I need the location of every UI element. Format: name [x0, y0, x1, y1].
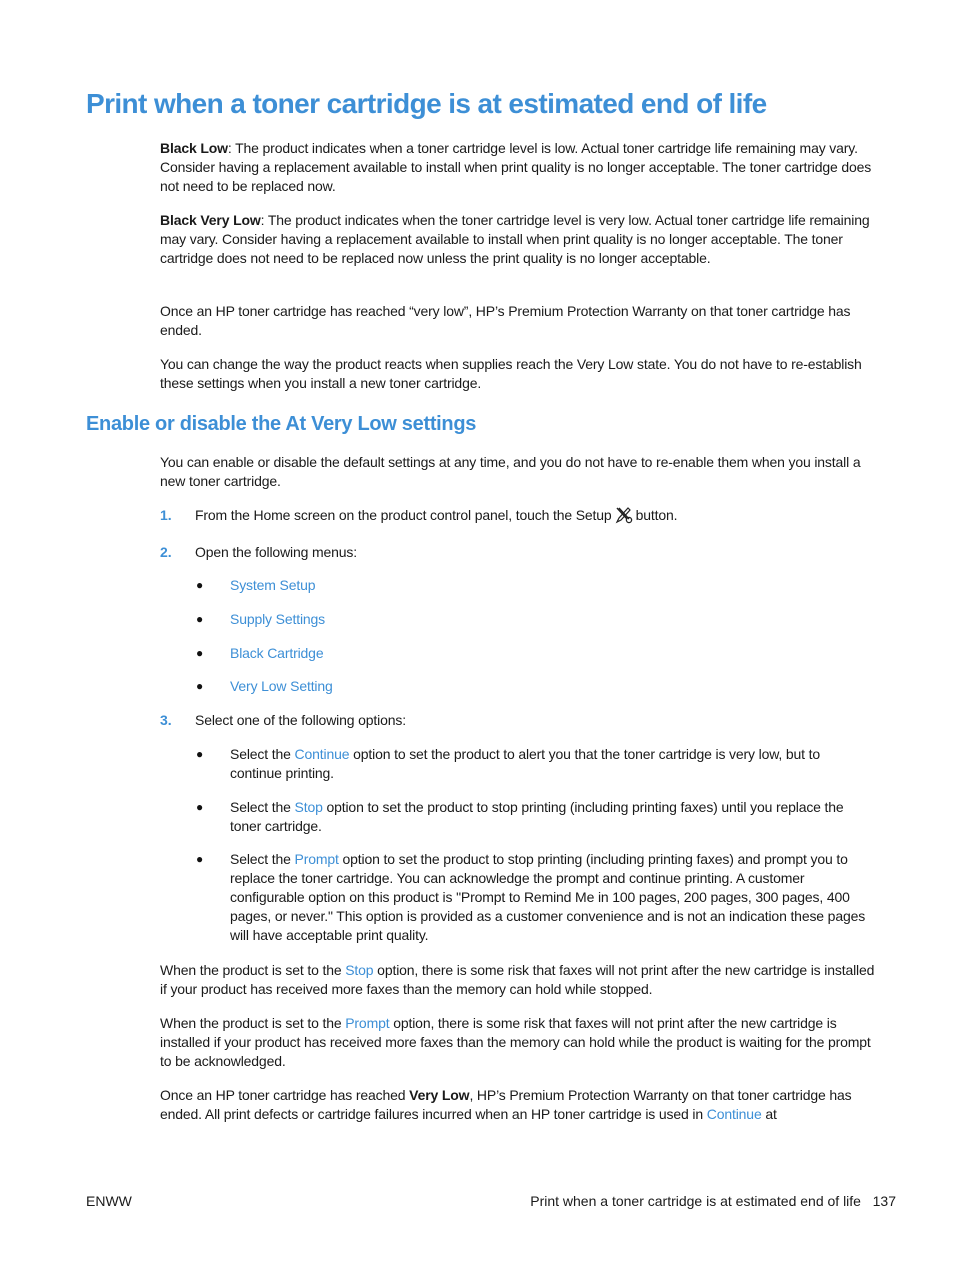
step-1-text: [195, 506, 677, 525]
note-text: When the product is set to the: [160, 962, 346, 978]
black-low-paragraph: [160, 139, 880, 196]
option-text: option to set the product to stop printing (including printing faxes) and prompt you to replace the toner cartridge. You can acknowledge the prompt and continue printing. A customer configurable option on this product is "Prompt to Remind Me in 100 pages, 200 pages, 300 pages, 400 pages, or never." This option is provided as a customer convenience and is not an indication these pages will have acceptable print quality.: [230, 851, 866, 943]
menu-link-supply-settings[interactable]: Supply Settings: [230, 611, 326, 627]
footer-left: ENWW: [86, 1193, 132, 1209]
continue-link[interactable]: Continue: [294, 746, 350, 762]
stop-note: [160, 961, 880, 999]
footer-right: [530, 1192, 896, 1211]
step-3-text: Select one of the following options:: [195, 712, 406, 728]
bullet-icon: ●: [196, 800, 204, 814]
menu-link-black-cartridge[interactable]: Black Cartridge: [230, 645, 324, 661]
change-paragraph: You can change the way the product reacts when supplies reach the Very Low state. You do not have to re-establish these settings when you install a new toner cartridge.: [160, 356, 862, 391]
page-title: Print when a toner cartridge is at estimated end of life: [86, 88, 767, 119]
bullet-icon: ●: [196, 852, 204, 866]
section-heading: Enable or disable the At Very Low settings: [86, 413, 477, 435]
menu-link-system-setup[interactable]: System Setup: [230, 577, 316, 593]
step-1-after: button.: [635, 507, 678, 523]
bullet-icon: ●: [196, 612, 204, 626]
bullet-icon: ●: [196, 747, 204, 761]
prompt-note: [160, 1014, 880, 1071]
step-2-number: 2.: [160, 544, 172, 560]
note-text: , HP’s Premium Protection Warranty on that toner cartridge has ended. All print defects or cartridge failures incurred when an HP toner cartridge is used in: [160, 1087, 852, 1122]
option-prompt: [230, 850, 875, 945]
black-very-low-label: Black Very Low: [160, 212, 261, 228]
option-stop: [230, 798, 875, 836]
continue-link[interactable]: Continue: [706, 1106, 762, 1122]
step-2-text: Open the following menus:: [195, 544, 358, 560]
option-text: Select the: [230, 746, 295, 762]
setup-tools-icon: [614, 506, 634, 524]
menu-link-very-low-setting[interactable]: Very Low Setting: [230, 678, 333, 694]
option-text: Select the: [230, 799, 295, 815]
page-number: 137: [872, 1193, 896, 1209]
black-low-text: : The product indicates when a toner cartridge level is low. Actual toner cartridge life remaining may vary. Consider having a replacement available to install when print quality is no longer acceptable. The toner cartridge does not need to be replaced now.: [160, 140, 872, 194]
bullet-icon: ●: [196, 646, 204, 660]
footer-title: Print when a toner cartridge is at estimated end of life: [530, 1193, 861, 1209]
black-very-low-paragraph: [160, 211, 880, 268]
note-text: option, there is some risk that faxes will not print after the new cartridge is installed if your product has received more faxes than the memory can hold while the product is waiting for the prompt to be acknowledged.: [160, 1015, 871, 1069]
step-1-before: From the Home screen on the product control panel, touch the Setup: [195, 507, 612, 523]
note-text: Once an HP toner cartridge has reached: [160, 1087, 410, 1103]
note-text: at: [761, 1106, 777, 1122]
option-continue: [230, 745, 875, 783]
final-note: [160, 1086, 880, 1124]
option-text: option to set the product to stop printing (including printing faxes) until you replace the toner cartridge.: [230, 799, 844, 834]
black-low-label: Black Low: [160, 140, 228, 156]
option-text: Select the: [230, 851, 295, 867]
note-text: option, there is some risk that faxes will not print after the new cartridge is installed if your product has received more faxes than the memory can hold while stopped.: [160, 962, 875, 997]
stop-link[interactable]: Stop: [345, 962, 374, 978]
warranty-paragraph: Once an HP toner cartridge has reached “very low”, HP’s Premium Protection Warranty on that toner cartridge has ended.: [160, 303, 851, 338]
note-text: When the product is set to the: [160, 1015, 346, 1031]
bullet-icon: ●: [196, 578, 204, 592]
prompt-link[interactable]: Prompt: [345, 1015, 390, 1031]
step-1-number: 1.: [160, 507, 172, 523]
section-intro: You can enable or disable the default settings at any time, and you do not have to re-enable them when you install a new toner cartridge.: [160, 454, 861, 489]
option-text: option to set the product to alert you that the toner cartridge is very low, but to continue printing.: [230, 746, 821, 781]
stop-link[interactable]: Stop: [294, 799, 323, 815]
prompt-link[interactable]: Prompt: [294, 851, 339, 867]
step-3-number: 3.: [160, 712, 172, 728]
bullet-icon: ●: [196, 679, 204, 693]
black-very-low-text: : The product indicates when the toner cartridge level is very low. Actual toner cartridge life remaining may vary. Consider having a replacement available to install when print quality is no longer acceptable. The toner cartridge does not need to be replaced now unless the print quality is no longer acceptable.: [160, 212, 870, 266]
very-low-bold: Very Low: [409, 1087, 470, 1103]
